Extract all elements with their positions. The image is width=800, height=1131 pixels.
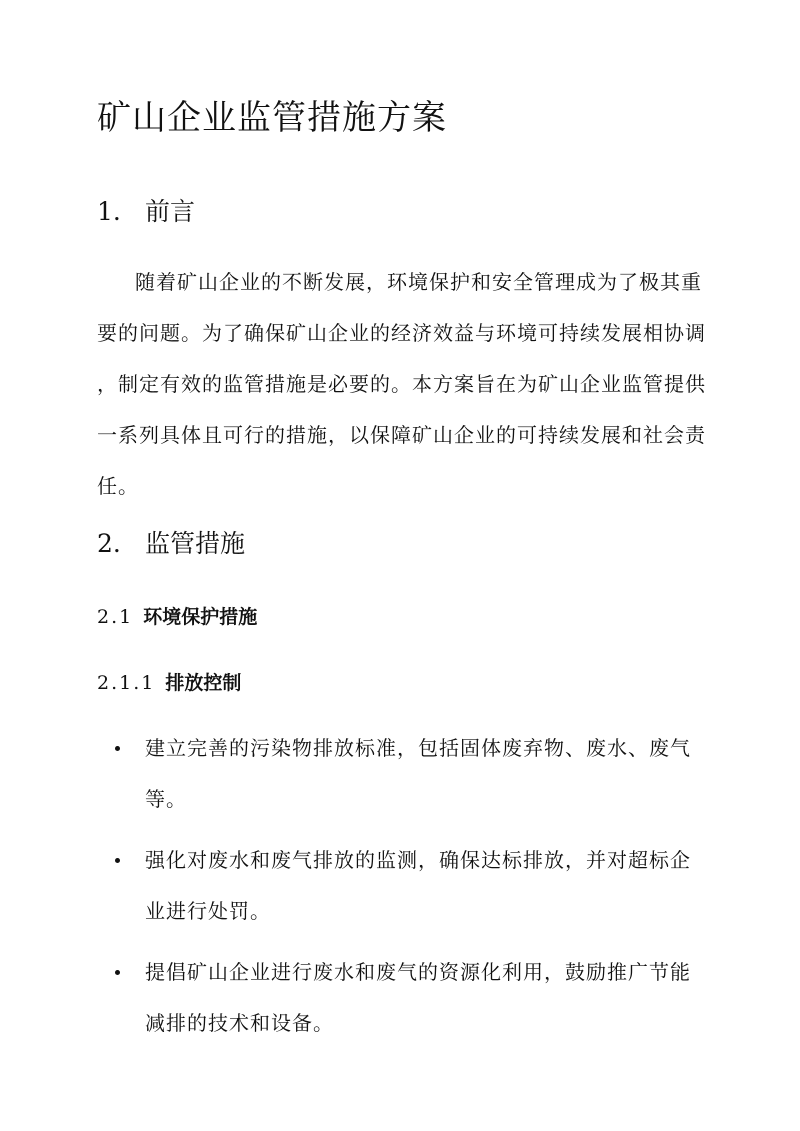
list-item-line: 等。 bbox=[145, 787, 187, 811]
section-2-heading bbox=[97, 524, 245, 564]
paragraph-line: 随着矿山企业的不断发展，环境保护和安全管理成为了极其重 bbox=[135, 270, 702, 294]
section-1-heading bbox=[97, 192, 195, 232]
paragraph-line: 任。 bbox=[97, 474, 139, 498]
subsection-2-1-title: 环境保护措施 bbox=[143, 606, 258, 628]
subsection-2-1-1-heading bbox=[97, 668, 241, 698]
bullet-icon bbox=[115, 858, 120, 863]
emission-control-list bbox=[115, 728, 705, 1064]
paragraph-line: 要的问题。为了确保矿山企业的经济效益与环境可持续发展相协调 bbox=[97, 321, 706, 345]
list-item-line: 减排的技术和设备。 bbox=[145, 1011, 334, 1035]
section-2-number: 2. bbox=[97, 529, 121, 558]
subsection-2-1-1-number: 2.1.1 bbox=[97, 672, 156, 694]
list-item bbox=[115, 840, 705, 942]
list-item bbox=[115, 728, 705, 830]
list-item-line: 建立完善的污染物排放标准，包括固体废弃物、废水、废气 bbox=[145, 736, 691, 760]
bullet-icon bbox=[115, 970, 120, 975]
list-item bbox=[115, 952, 705, 1054]
paragraph-line: 一系列具体且可行的措施，以保障矿山企业的可持续发展和社会责 bbox=[97, 423, 706, 447]
subsection-2-1-heading bbox=[97, 602, 257, 632]
section-2-title: 监管措施 bbox=[145, 529, 246, 558]
list-item-line: 强化对废水和废气排放的监测，确保达标排放，并对超标企 bbox=[145, 848, 691, 872]
section-1-number: 1. bbox=[97, 197, 121, 226]
subsection-2-1-number: 2.1 bbox=[97, 606, 134, 628]
section-1-paragraph bbox=[97, 262, 706, 517]
section-1-title: 前言 bbox=[145, 197, 196, 226]
bullet-icon bbox=[115, 746, 120, 751]
list-item-line: 业进行处罚。 bbox=[145, 899, 271, 923]
list-item-line: 提倡矿山企业进行废水和废气的资源化利用，鼓励推广节能 bbox=[145, 960, 691, 984]
paragraph-line: ，制定有效的监管措施是必要的。本方案旨在为矿山企业监管提供 bbox=[97, 372, 706, 396]
subsection-2-1-1-title: 排放控制 bbox=[165, 672, 242, 694]
document-title: 矿山企业监管措施方案 bbox=[97, 98, 447, 138]
